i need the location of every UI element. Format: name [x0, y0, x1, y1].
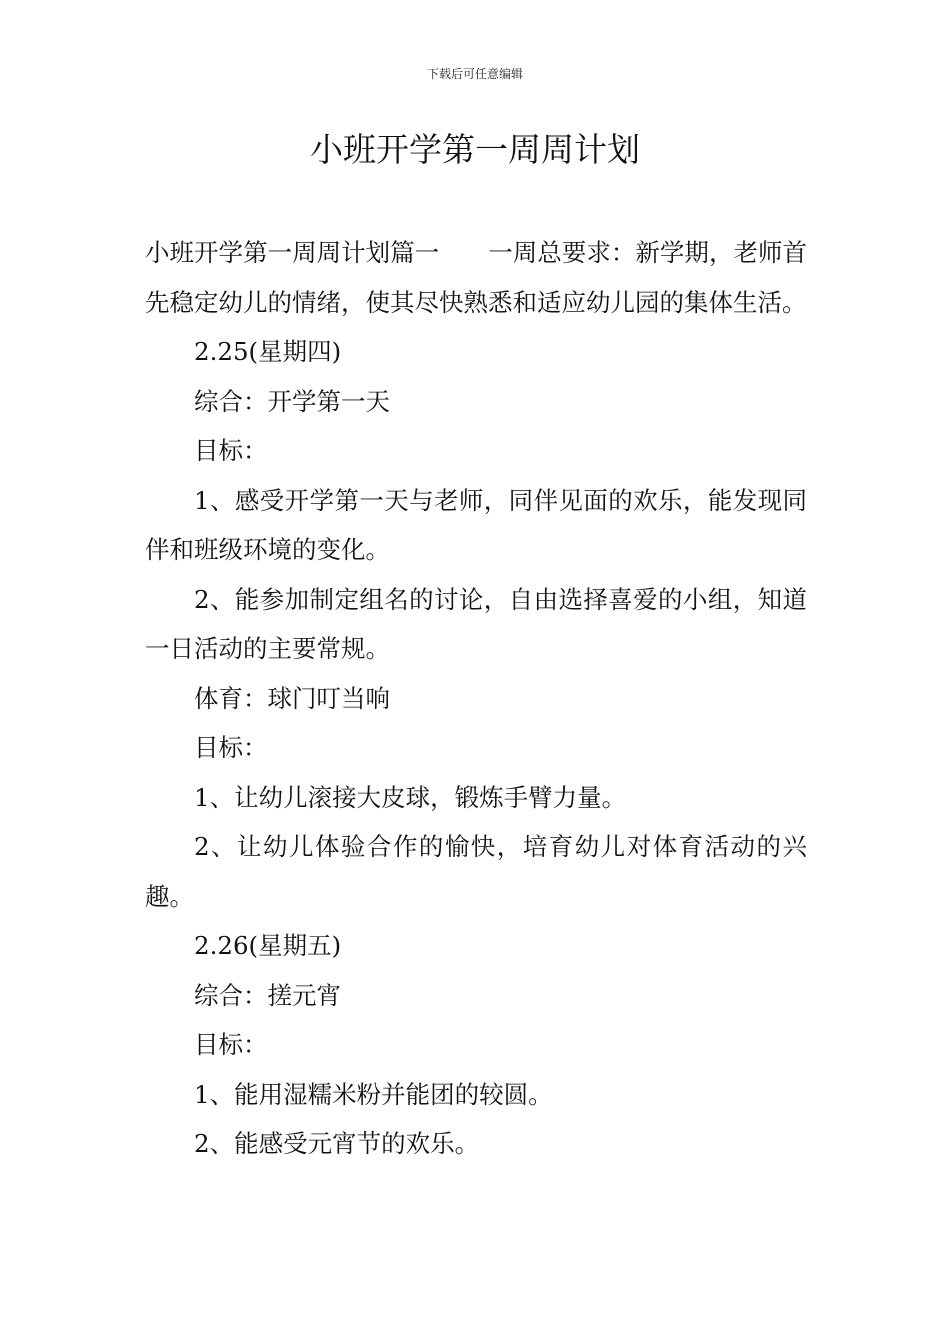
paragraph-goal-item: 1、感受开学第一天与老师，同伴见面的欢乐，能发现同伴和班级环境的变化。 — [145, 485, 807, 564]
document-title: 小班开学第一周周计划 — [310, 130, 640, 169]
paragraph-goal-item: 2、能参加制定组名的讨论，自由选择喜爱的小组，知道一日活动的主要常规。 — [145, 584, 807, 663]
paragraph-goal-heading: 目标： — [194, 733, 268, 762]
paragraph-goal-item: 1、能用湿糯米粉并能团的较圆。 — [194, 1079, 553, 1109]
paragraph-intro: 小班开学第一周周计划篇一 一周总要求：新学期，老师首先稳定幼儿的情绪，使其尽快熟悉和适应幼儿园的集体生活。 — [145, 238, 807, 317]
paragraph-activity-yuanxiao: 综合：搓元宵 — [194, 980, 341, 1010]
paragraph-date-friday: 2.26(星期五) — [194, 931, 342, 960]
paragraph-activity-first-day: 综合：开学第一天 — [194, 386, 390, 416]
paragraph-goal-heading: 目标： — [194, 1030, 268, 1059]
paragraph-goal-item: 2、让幼儿体验合作的愉快，培育幼儿对体育活动的兴趣。 — [145, 832, 807, 911]
paragraph-goal-item: 2、能感受元宵节的欢乐。 — [194, 1129, 480, 1158]
paragraph-goal-item: 1、让幼儿滚接大皮球，锻炼手臂力量。 — [194, 782, 627, 812]
header-note: 下载后可任意编辑 — [426, 67, 523, 81]
paragraph-activity-pe: 体育：球门叮当响 — [194, 683, 390, 713]
paragraph-goal-heading: 目标： — [194, 436, 268, 465]
document-body — [145, 228, 807, 1169]
paragraph-date-thursday: 2.25(星期四) — [194, 337, 342, 366]
